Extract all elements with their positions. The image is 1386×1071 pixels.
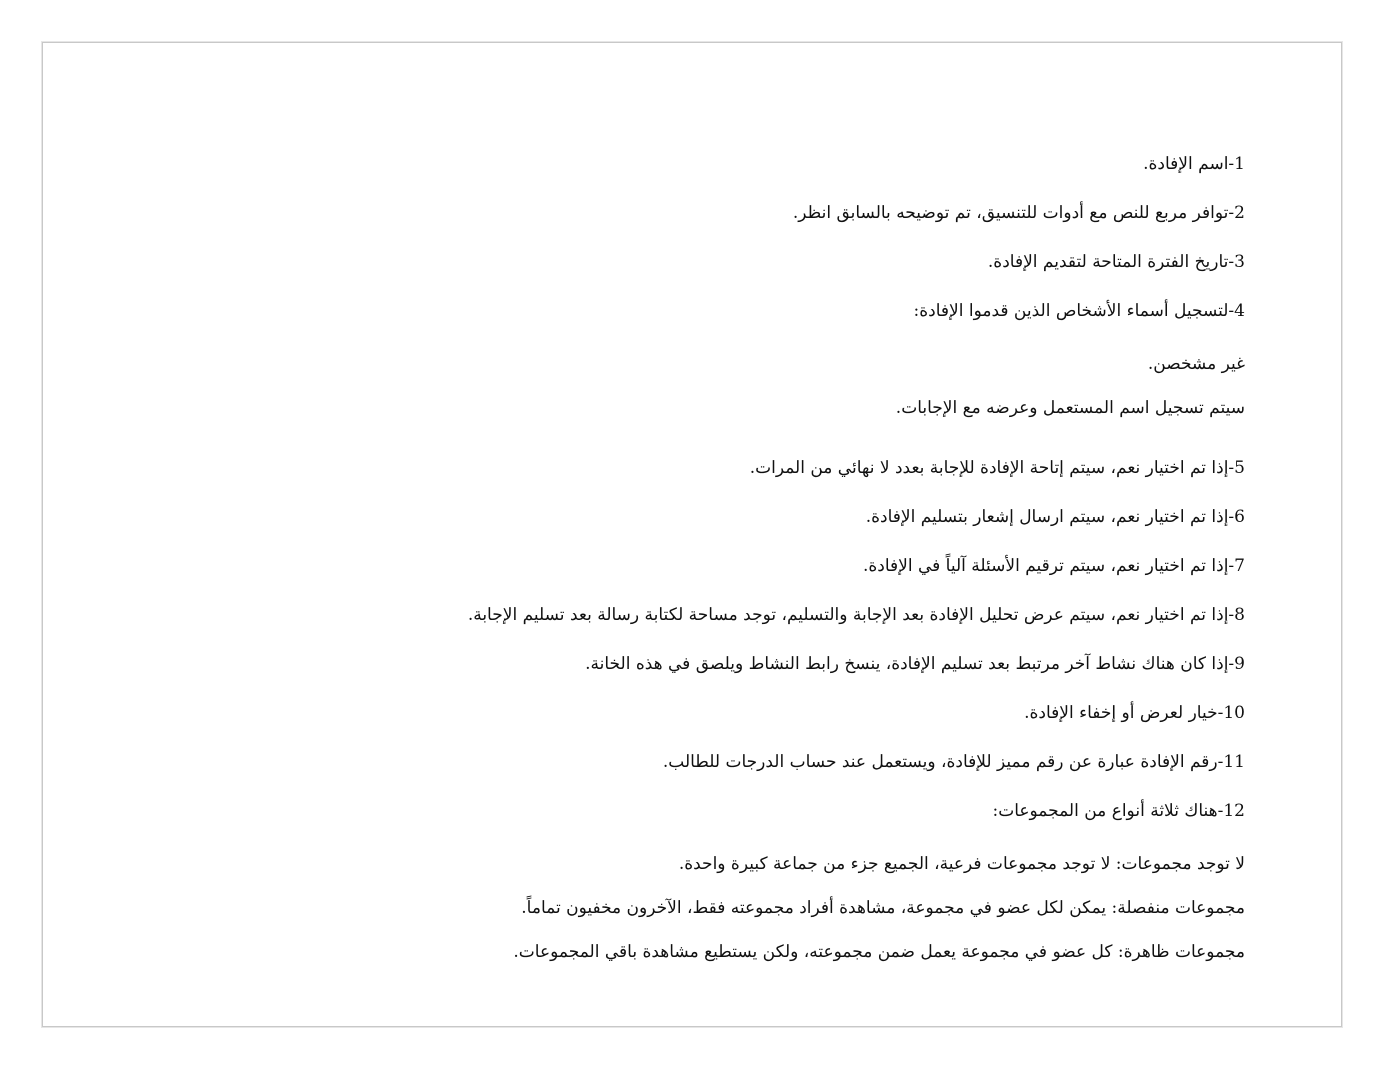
item-9-next-activity: 9-إذا كان هناك نشاط آخر مرتبط بعد تسليم الإفادة، ينسخ رابط النشاط ويلصق في هذه الخانة. (585, 654, 1245, 674)
option-anonymous: غير مشخصن. (1147, 354, 1245, 374)
item-3-date-range: 3-تاريخ الفترة المتاحة لتقديم الإفادة. (987, 252, 1245, 272)
item-1-name: 1-اسم الإفادة. (1143, 154, 1245, 174)
group-type-none: لا توجد مجموعات: لا توجد مجموعات فرعية، الجميع جزء من جماعة كبيرة واحدة. (678, 854, 1245, 874)
item-11-id-number: 11-رقم الإفادة عبارة عن رقم مميز للإفادة، ويستعمل عند حساب الدرجات للطالب. (662, 752, 1245, 772)
item-10-visibility: 10-خيار لعرض أو إخفاء الإفادة. (1024, 703, 1245, 723)
item-4-record-names: 4-لتسجيل أسماء الأشخاص الذين قدموا الإفادة: (913, 301, 1245, 321)
item-2-text-box: 2-توافر مربع للنص مع أدوات للتنسيق، تم توضيحه بالسابق انظر. (792, 203, 1245, 223)
option-show-names: سيتم تسجيل اسم المستعمل وعرضه مع الإجابات. (895, 398, 1245, 418)
group-type-visible: مجموعات ظاهرة: كل عضو في مجموعة يعمل ضمن مجموعته، ولكن يستطيع مشاهدة باقي المجموعات. (513, 942, 1245, 962)
document-body (145, 151, 1245, 983)
item-6-notify: 6-إذا تم اختيار نعم، سيتم ارسال إشعار بتسليم الإفادة. (865, 507, 1245, 527)
document-page (42, 42, 1342, 1027)
item-8-show-analysis: 8-إذا تم اختيار نعم، سيتم عرض تحليل الإفادة بعد الإجابة والتسليم، توجد مساحة لكتابة رسالة بعد تسليم الإجابة. (467, 605, 1245, 625)
item-7-auto-number: 7-إذا تم اختيار نعم، سيتم ترقيم الأسئلة آلياً في الإفادة. (862, 556, 1245, 576)
group-type-separate: مجموعات منفصلة: يمكن لكل عضو في مجموعة، مشاهدة أفراد مجموعته فقط، الآخرون مخفيون تماماً. (521, 898, 1245, 918)
item-12-group-types: 12-هناك ثلاثة أنواع من المجموعات: (992, 801, 1245, 821)
item-5-multiple-answers: 5-إذا تم اختيار نعم، سيتم إتاحة الإفادة للإجابة بعدد لا نهائي من المرات. (749, 458, 1245, 478)
